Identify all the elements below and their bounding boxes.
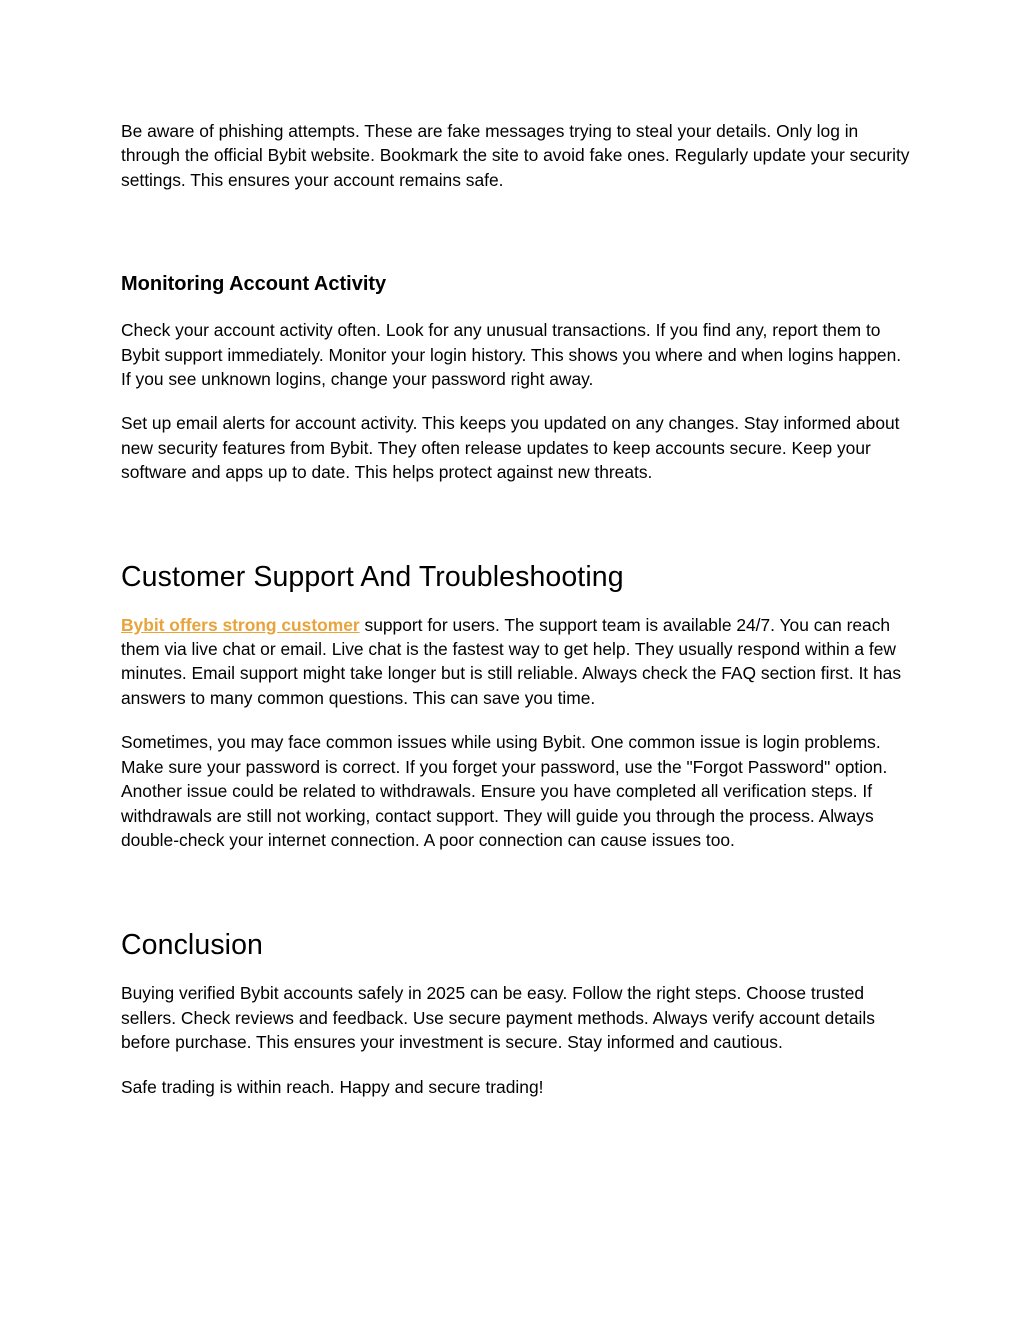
conclusion-heading: Conclusion — [121, 929, 263, 962]
support-heading: Customer Support And Troubleshooting — [121, 560, 624, 593]
document-page — [121, 119, 911, 1099]
conclusion-paragraph-2: Safe trading is within reach. Happy and secure trading! — [121, 1076, 544, 1097]
support-paragraph-2: Sometimes, you may face common issues while using Bybit. One common issue is login problems. Make sure your password is correct. If you forget your password, use the "Forgot Password" option. Another issue could be related to withdrawals. Ensure you have completed all verification steps. If withdrawals are still not working, contact support. They will guide you through the process. Always double-check your internet connection. A poor connection can cause issues too. — [121, 732, 888, 850]
bybit-support-link[interactable]: Bybit offers strong customer — [121, 614, 360, 635]
support-paragraph-1-text: support for users. The support team is available 24/7. You can reach them via live chat or email. Live chat is the fastest way to get help. They usually respond within a few minutes. Email support might take longer but is still reliable. Always check the FAQ section first. It has answers to many common questions. This can save you time. — [121, 614, 902, 708]
conclusion-paragraph-1: Buying verified Bybit accounts safely in 2025 can be easy. Follow the right steps. Choose trusted sellers. Check reviews and feedback. Use secure payment methods. Always verify account details before purchase. This ensures your investment is secure. Stay informed and cautious. — [121, 983, 875, 1053]
monitoring-paragraph-1: Check your account activity often. Look for any unusual transactions. If you find any, report them to Bybit support immediately. Monitor your login history. This shows you where and when logins happen. If you see unknown logins, change your password right away. — [121, 320, 902, 390]
monitoring-paragraph-2: Set up email alerts for account activity. This keeps you updated on any changes. Stay informed about new security features from Bybit. They often release updates to keep accounts secure. Keep your software and apps up to date. This helps protect against new threats. — [121, 413, 900, 483]
phishing-paragraph: Be aware of phishing attempts. These are fake messages trying to steal your details. Only log in through the official Bybit website. Bookmark the site to avoid fake ones. Regularly update your security settings. This ensures your account remains safe. — [121, 121, 910, 190]
monitoring-heading: Monitoring Account Activity — [121, 273, 387, 296]
support-paragraph-1 — [121, 613, 911, 711]
